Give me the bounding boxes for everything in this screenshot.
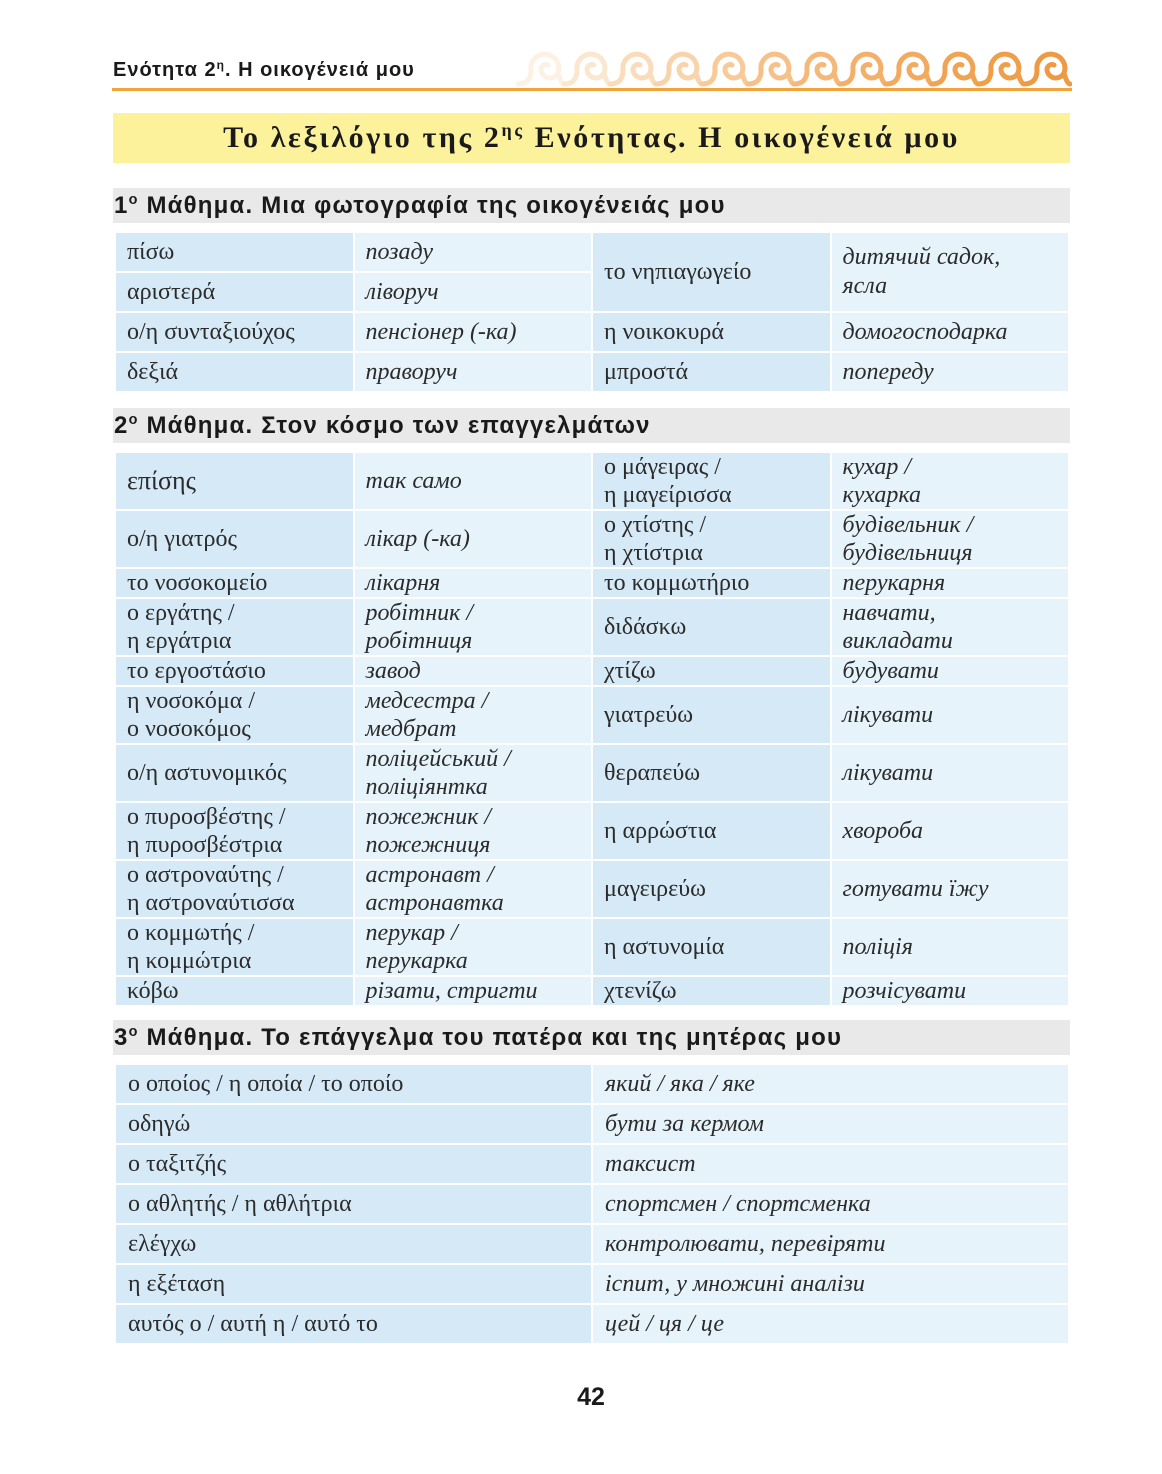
greek-term: μαγειρεύω bbox=[593, 861, 830, 917]
ukrainian-translation: навчати, викладати bbox=[832, 599, 1069, 655]
page-number: 42 bbox=[577, 1383, 605, 1411]
greek-term: ο οποίος / η οποία / το οποίο bbox=[116, 1065, 591, 1103]
greek-term: μπροστά bbox=[593, 353, 830, 391]
vocab-row bbox=[116, 313, 1068, 351]
ukrainian-translation: завод bbox=[355, 657, 592, 685]
ukrainian-translation: так само bbox=[355, 453, 592, 509]
lesson-2-vocabulary-table bbox=[114, 451, 1070, 1007]
lesson-title: Μάθημα. Το επάγγελμα του πατέρα και της μητέρας μου bbox=[146, 1024, 843, 1051]
ukrainian-translation: робітник / робітниця bbox=[355, 599, 592, 655]
vocab-row bbox=[116, 1065, 1068, 1103]
ukrainian-translation: астронавт / астронавтка bbox=[355, 861, 592, 917]
ukrainian-translation: контролювати, перевіряти bbox=[593, 1225, 1068, 1263]
greek-term: η αρρώστια bbox=[593, 803, 830, 859]
ukrainian-translation: іспит, у множині аналізи bbox=[593, 1265, 1068, 1303]
greek-term: ο/η γιατρός bbox=[116, 511, 353, 567]
title-prefix: Το λεξιλόγιο της 2 bbox=[223, 121, 502, 154]
greek-term: η εξέταση bbox=[116, 1265, 591, 1303]
vocab-row bbox=[116, 745, 1068, 801]
ukrainian-translation: готувати їжу bbox=[832, 861, 1069, 917]
greek-term: πίσω bbox=[116, 233, 353, 271]
greek-term: κόβω bbox=[116, 977, 353, 1005]
title-suffix: Ενότητας. Η οικογένειά μου bbox=[534, 121, 960, 154]
ukrainian-translation: перукар / перукарка bbox=[355, 919, 592, 975]
greek-term: η αστυνομία bbox=[593, 919, 830, 975]
greek-term: ο χτίστης / η χτίστρια bbox=[593, 511, 830, 567]
greek-term: το νηπιαγωγείο bbox=[593, 233, 830, 311]
vocabulary-title bbox=[113, 113, 1070, 163]
vocab-row bbox=[116, 861, 1068, 917]
ukrainian-translation: лікарня bbox=[355, 569, 592, 597]
ukrainian-translation: перукарня bbox=[832, 569, 1069, 597]
ukrainian-translation: лікар (-ка) bbox=[355, 511, 592, 567]
ukrainian-translation: пожежник / пожежниця bbox=[355, 803, 592, 859]
vocab-row bbox=[116, 1185, 1068, 1223]
ukrainian-translation: таксист bbox=[593, 1145, 1068, 1183]
greek-term: ο εργάτης / η εργάτρια bbox=[116, 599, 353, 655]
wave-scroll bbox=[702, 54, 748, 84]
greek-term: αριστερά bbox=[116, 273, 353, 311]
greek-term: διδάσκω bbox=[593, 599, 830, 655]
ukrainian-translation: бути за кермом bbox=[593, 1105, 1068, 1143]
greek-term: γιατρεύω bbox=[593, 687, 830, 743]
ukrainian-translation: цей / ця / це bbox=[593, 1305, 1068, 1343]
vocab-row bbox=[116, 569, 1068, 597]
greek-term: ο πυροσβέστης / η πυροσβέστρια bbox=[116, 803, 353, 859]
lesson-number: 3 bbox=[114, 1024, 129, 1051]
vocab-row bbox=[116, 453, 1068, 509]
vocab-row bbox=[116, 353, 1068, 391]
vocab-row bbox=[116, 599, 1068, 655]
wave-scroll bbox=[564, 54, 610, 84]
ukrainian-translation: будівельник / будівельниця bbox=[832, 511, 1069, 567]
ukrainian-translation: дитячий садок, ясла bbox=[832, 233, 1069, 311]
wave-scroll bbox=[518, 54, 564, 84]
greek-term: ο ταξιτζής bbox=[116, 1145, 591, 1183]
wave-scroll bbox=[656, 54, 702, 84]
greek-term: επίσης bbox=[116, 453, 353, 509]
lesson-3-heading bbox=[113, 1020, 1070, 1055]
wave-scroll bbox=[610, 54, 656, 84]
wave-scroll bbox=[794, 54, 840, 84]
greek-term: ο/η συνταξιούχος bbox=[116, 313, 353, 351]
meander-wave-decoration bbox=[512, 46, 1072, 90]
ukrainian-translation: позаду bbox=[355, 233, 592, 271]
unit-header bbox=[113, 56, 415, 84]
ukrainian-translation: поліція bbox=[832, 919, 1069, 975]
lesson-number-superscript: ο bbox=[128, 1024, 139, 1041]
greek-term: αυτός ο / αυτή η / αυτό το bbox=[116, 1305, 591, 1343]
greek-term: το εργοστάσιο bbox=[116, 657, 353, 685]
ukrainian-translation: домогосподарка bbox=[832, 313, 1069, 351]
ukrainian-translation: будувати bbox=[832, 657, 1069, 685]
greek-term: ο μάγειρας / η μαγείρισσα bbox=[593, 453, 830, 509]
ukrainian-translation: різати, стригти bbox=[355, 977, 592, 1005]
ukrainian-translation: лікувати bbox=[832, 687, 1069, 743]
ukrainian-translation: лікувати bbox=[832, 745, 1069, 801]
ukrainian-translation: праворуч bbox=[355, 353, 592, 391]
ukrainian-translation: кухар / кухарка bbox=[832, 453, 1069, 509]
unit-header-superscript: η bbox=[216, 57, 225, 72]
greek-term: ελέγχω bbox=[116, 1225, 591, 1263]
greek-term: ο αστροναύτης / η αστροναύτισσα bbox=[116, 861, 353, 917]
unit-header-prefix: Ενότητα 2 bbox=[113, 59, 217, 81]
lesson-number: 1 bbox=[114, 192, 129, 219]
greek-term: η νοσοκόμα / ο νοσοκόμος bbox=[116, 687, 353, 743]
unit-header-suffix: . Η οικογένειά μου bbox=[224, 59, 415, 81]
greek-term: η νοικοκυρά bbox=[593, 313, 830, 351]
title-superscript: ης bbox=[501, 120, 525, 141]
vocab-row bbox=[116, 977, 1068, 1005]
greek-term: το κομμωτήριο bbox=[593, 569, 830, 597]
lesson-number: 2 bbox=[114, 412, 129, 439]
vocab-row bbox=[116, 1265, 1068, 1303]
vocab-row bbox=[116, 687, 1068, 743]
ukrainian-translation: хвороба bbox=[832, 803, 1069, 859]
ukrainian-translation: який / яка / яке bbox=[593, 1065, 1068, 1103]
vocab-row bbox=[116, 919, 1068, 975]
wave-scroll bbox=[840, 54, 886, 84]
greek-term: ο αθλητής / η αθλήτρια bbox=[116, 1185, 591, 1223]
vocab-row bbox=[116, 1305, 1068, 1343]
header-rule bbox=[112, 88, 1072, 91]
wave-scroll bbox=[886, 54, 932, 84]
greek-term: θεραπεύω bbox=[593, 745, 830, 801]
greek-term: ο κομμωτής / η κομμώτρια bbox=[116, 919, 353, 975]
greek-term: οδηγώ bbox=[116, 1105, 591, 1143]
vocab-row bbox=[116, 511, 1068, 567]
vocab-row bbox=[116, 233, 1068, 271]
vocab-row bbox=[116, 657, 1068, 685]
greek-term: ο/η αστυνομικός bbox=[116, 745, 353, 801]
ukrainian-translation: попереду bbox=[832, 353, 1069, 391]
vocab-row bbox=[116, 803, 1068, 859]
lesson-number-superscript: ο bbox=[128, 192, 139, 209]
lesson-number-superscript: ο bbox=[128, 412, 139, 429]
ukrainian-translation: пенсіонер (-ка) bbox=[355, 313, 592, 351]
ukrainian-translation: розчісувати bbox=[832, 977, 1069, 1005]
greek-term: χτίζω bbox=[593, 657, 830, 685]
greek-term: το νοσοκομείο bbox=[116, 569, 353, 597]
wave-scroll bbox=[1024, 54, 1070, 84]
wave-scroll bbox=[748, 54, 794, 84]
lesson-1-heading bbox=[113, 188, 1070, 223]
greek-term: χτενίζω bbox=[593, 977, 830, 1005]
vocab-row bbox=[116, 1105, 1068, 1143]
ukrainian-translation: спортсмен / спортсменка bbox=[593, 1185, 1068, 1223]
lesson-1-vocabulary-table bbox=[114, 231, 1070, 393]
wave-scroll bbox=[978, 54, 1024, 84]
vocab-row bbox=[116, 1145, 1068, 1183]
lesson-title: Μάθημα. Μια φωτογραφία της οικογένειάς μου bbox=[146, 192, 726, 219]
ukrainian-translation: медсестра / медбрат bbox=[355, 687, 592, 743]
vocab-row bbox=[116, 1225, 1068, 1263]
ukrainian-translation: поліцейський / поліціянтка bbox=[355, 745, 592, 801]
lesson-2-heading bbox=[113, 408, 1070, 443]
greek-term: δεξιά bbox=[116, 353, 353, 391]
lesson-3-vocabulary-table bbox=[114, 1063, 1070, 1345]
lesson-title: Μάθημα. Στον κόσμο των επαγγελμάτων bbox=[146, 412, 651, 439]
ukrainian-translation: ліворуч bbox=[355, 273, 592, 311]
wave-scroll bbox=[932, 54, 978, 84]
